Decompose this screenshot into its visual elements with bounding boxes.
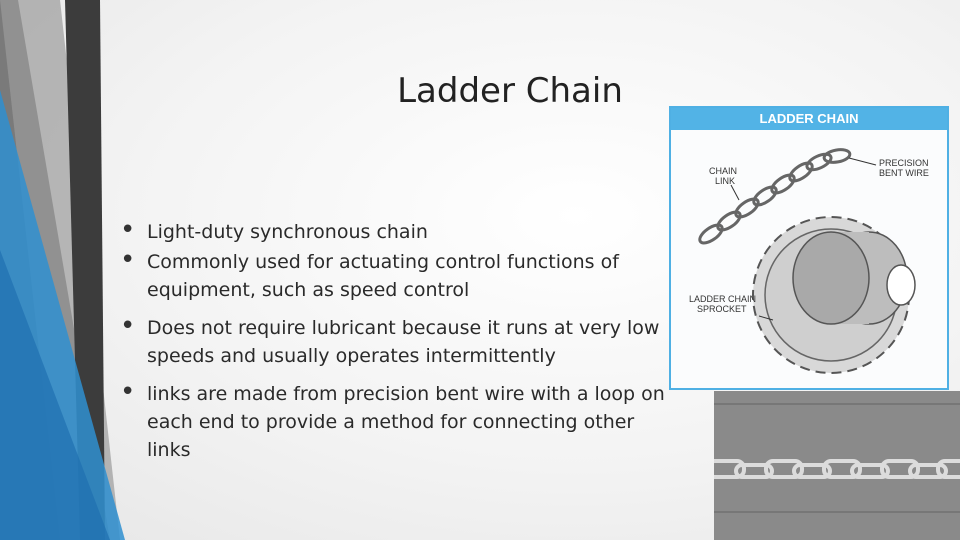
label-chain-link (709, 166, 737, 186)
bullet-text: Does not require lubricant because it runs at very low speeds and usually operates intermittently (147, 317, 660, 367)
slide-title: Ladder Chain (397, 70, 623, 111)
label-line: LADDER CHAIN (689, 294, 757, 304)
bullet-dot: • (120, 245, 136, 275)
label-line: CHAIN (709, 166, 738, 176)
bullet-text: Light-duty synchronous chain (147, 221, 428, 243)
label-line: LINK (715, 176, 736, 186)
label-precision-bent-wire (879, 158, 929, 178)
bullet-item (120, 245, 680, 304)
chain-photo (714, 391, 960, 540)
diagram-header: LADDER CHAIN (671, 108, 947, 130)
label-line: SPROCKET (697, 304, 747, 314)
bullet-dot: • (120, 311, 136, 341)
bullet-text: Commonly used for actuating control functions of equipment, such as speed control (147, 251, 619, 301)
label-ladder-chain-sprocket (689, 294, 756, 314)
chain-photo-illustration (714, 391, 960, 540)
bullet-item (120, 215, 680, 246)
label-line: PRECISION (879, 158, 929, 168)
bullet-text: links are made from precision bent wire with a loop on each end to provide a method for connecting other links (147, 383, 665, 461)
ladder-chain-diagram (669, 106, 949, 390)
bullet-list (120, 215, 680, 464)
bullet-item (120, 377, 680, 464)
bullet-item (120, 311, 680, 370)
bullet-dot: • (120, 377, 136, 407)
side-decoration (0, 0, 140, 540)
label-line: BENT WIRE (879, 168, 929, 178)
bullet-dot: • (120, 215, 136, 245)
